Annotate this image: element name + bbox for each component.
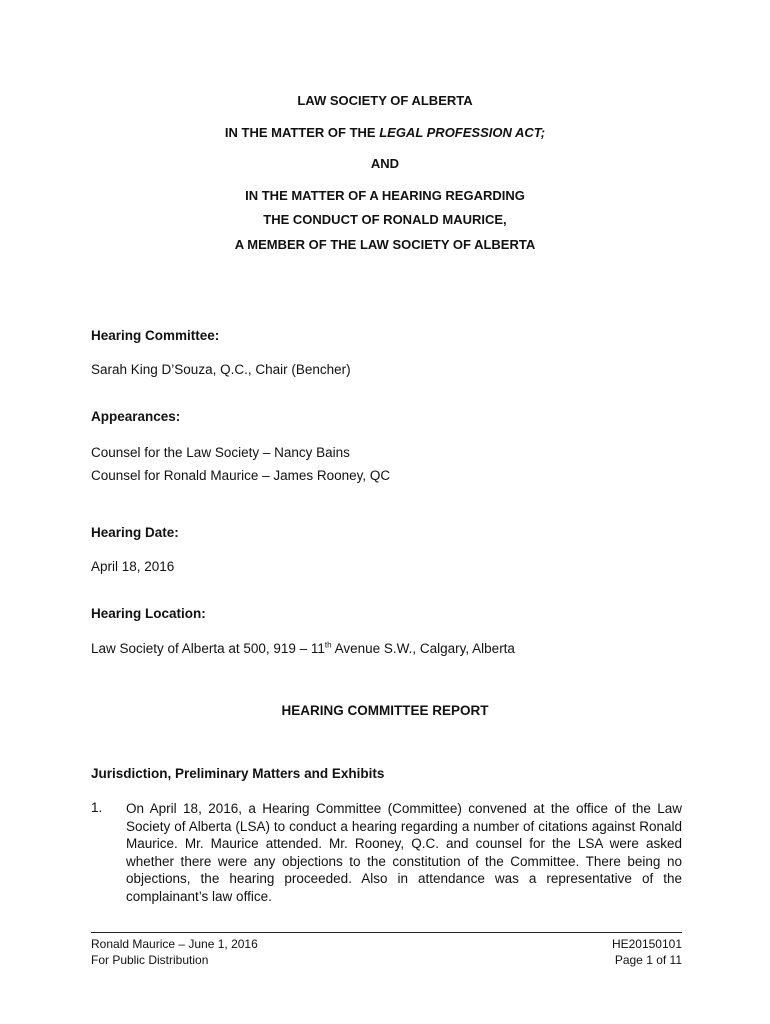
- footer-right: [612, 936, 682, 968]
- section-heading: Jurisdiction, Preliminary Matters and Exhibits: [91, 766, 385, 781]
- footer-left: [91, 936, 258, 968]
- act-name: LEGAL PROFESSION ACT;: [379, 125, 546, 140]
- hearing-line-2: THE CONDUCT OF RONALD MAURICE,: [263, 212, 507, 227]
- appearance-member: Counsel for Ronald Maurice – James Rooney, QC: [91, 468, 391, 483]
- and-line: AND: [370, 156, 400, 171]
- matter-line: [0, 125, 770, 140]
- hearing-date-value: April 18, 2016: [91, 559, 175, 574]
- hearing-line-3: A MEMBER OF THE LAW SOCIETY OF ALBERTA: [234, 237, 536, 252]
- committee-label: Hearing Committee:: [91, 328, 220, 343]
- paragraph-text: On April 18, 2016, a Hearing Committee (Committee) convened at the office of the Law Society of Alberta (LSA) to conduct a hearing regarding a number of citations against Ronald Maurice. Mr. Maurice attended. Mr. Rooney, Q.C. and counsel for the LSA were asked whether there were any objections to the constitution of the Committee. There being no objections, the hearing proceeded. Also in attendance was a representative of the complainant’s law office.: [126, 801, 682, 904]
- footer-divider: [91, 932, 682, 933]
- hearing-line-1: IN THE MATTER OF A HEARING REGARDING: [245, 188, 525, 203]
- org-title: LAW SOCIETY OF ALBERTA: [297, 93, 473, 108]
- footer-distribution: For Public Distribution: [91, 953, 209, 967]
- matter-prefix: IN THE MATTER OF THE: [224, 125, 380, 140]
- report-title: HEARING COMMITTEE REPORT: [281, 703, 489, 718]
- paragraph-number: 1.: [91, 800, 103, 815]
- appearances-label: Appearances:: [91, 409, 181, 424]
- footer-file-number: HE20150101: [611, 937, 682, 951]
- hearing-location-value: Law Society of Alberta at 500, 919 – 11th Avenue S.W., Calgary, Alberta: [91, 640, 515, 656]
- footer-page-number: Page 1 of 11: [614, 953, 682, 967]
- hearing-date-label: Hearing Date:: [91, 525, 179, 540]
- appearance-law-society: Counsel for the Law Society – Nancy Bains: [91, 445, 350, 460]
- hearing-location-label: Hearing Location:: [91, 606, 206, 621]
- footer-case: Ronald Maurice – June 1, 2016: [91, 937, 258, 951]
- committee-member: Sarah King D’Souza, Q.C., Chair (Bencher): [91, 362, 351, 377]
